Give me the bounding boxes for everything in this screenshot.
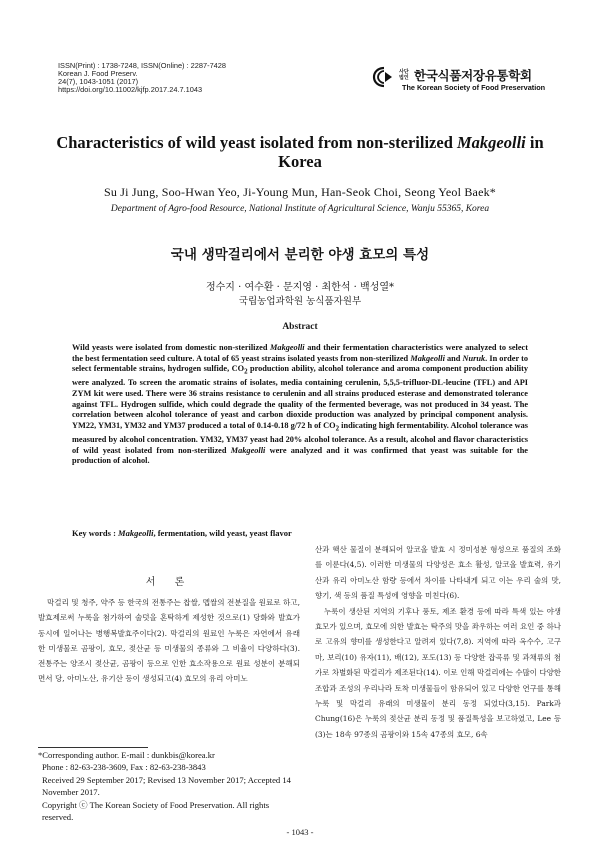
volume-line: 24(7), 1043-1051 (2017)	[58, 77, 139, 87]
body-paragraph: 막걸리 및 청주, 약주 등 한국의 전통주는 찹쌀, 멥쌀의 전분질을 원료로 하고, 발효제로써 누룩을 첨가하여 술덧을 혼탁하게 제성한 것으로(1) 당화와 발효가 동시에 일어나는 병행복발효주이다(2). 막걸리의 원료인 누룩은 자연에서 유래한 미생물로 곰팡이, 효모, 젖산균 등 미생물의 종류와 그 비율이 다양하다(3). 전통주는 양조시 젖산균, 곰팡이 등으로 인한 효소작용으로 원료 성분이 분해되면서 당, 아미노산, 유기산 등이 생성되고(4) 효모의 유리 아미노	[38, 598, 300, 684]
abstract-italic: Makgeolli	[230, 445, 266, 455]
abstract-text: and	[444, 353, 463, 363]
korean-title: 국내 생막걸리에서 분리한 야생 효모의 특성	[170, 247, 430, 263]
title-text: Characteristics of wild yeast isolated from non-sterilized	[56, 133, 458, 152]
society-brand	[372, 64, 562, 94]
abstract-subscript: 2	[335, 425, 340, 433]
keyword-italic: Makgeolli	[118, 528, 154, 538]
keywords-rest: , fermentation, wild yeast, yeast flavor	[153, 528, 292, 538]
section-heading: 서 론	[145, 577, 193, 588]
abstract-heading: Abstract	[282, 322, 318, 332]
left-column-body	[38, 595, 300, 687]
footnote-divider	[38, 747, 148, 748]
right-column-body	[315, 542, 561, 742]
abstract-subscript: 2	[244, 368, 248, 376]
society-prefix: 사단 법인	[399, 69, 409, 81]
abstract-italic: Nuruk	[462, 353, 486, 363]
abstract-italic: Makgeolli	[410, 353, 445, 363]
society-name-en: The Korean Society of Food Preservation	[402, 83, 546, 92]
journal-name-line: Korean J. Food Preserv.	[58, 69, 138, 79]
body-paragraph: 산과 핵산 물질이 분해되어 알코올 발효 시 정미성분 형성으로 품질의 조화를 이룬다(4,5). 이러한 미생물의 다양성은 효소 활성, 알코올 발효력, 유기산과 유리 아미노산 함량 등에서 차이를 나타내게 되고 이는 우리 술의 맛, 향기, 색 등의 품질 특성에 영향을 미친다(6).	[315, 545, 561, 601]
page-number: - 1043 -	[286, 827, 314, 837]
keywords-label: Key words :	[72, 528, 119, 538]
abstract-text: Wild yeasts were isolated from domestic non-sterilized	[72, 343, 271, 352]
abstract-text: . In order to select fermentable strains, hydrogen sulfide, CO	[72, 353, 529, 374]
korean-author-list: 정수지 · 여수환 · 문지영 · 최한석 · 백성열*	[205, 282, 395, 293]
footnote	[38, 749, 300, 823]
society-name-ko: 한국식품저장유통학회	[414, 68, 532, 83]
copyright: Copyright ⓒ The Korean Society of Food Preservation. All rights reserved.	[42, 799, 270, 823]
author-list: Su Ji Jung, Soo-Hwan Yeo, Ji-Young Mun, Han-Seok Choi, Seong Yeol Baek*	[103, 185, 497, 199]
abstract-text: and their fermentation characteristics were analyzed to select the best fermentation seed culture. A total of 65 yeast strains isolated yeasts from non-sterilized	[72, 343, 528, 363]
title-italic: Makgeolli	[457, 133, 526, 152]
abstract-text: production ability, alcohol tolerance and aroma component production ability were analyzed. To screen the aromatic strains of isolates, media containing cerulenin, 5,5,5-trifluor-DL-leucine (TFL) and API ZYM kit were used. There were 36 strains resistance to cerulenin and all strains produced esterase and demonstrated tolerance against TFL. Hydrogen sulfide, which could degrade the quality of the fermented beverage, was not produced in 34 yeast. The correlation between alcohol tolerance of yeast and carbon dioxide production was analyzed by principal component analysis. YM22, YM31, YM32 and YM37 produced a total of 0.14-0.18 g/72 h of CO	[72, 364, 528, 430]
corresponding-author: *Corresponding author. E-mail : dunkbis@korea.kr	[38, 750, 215, 760]
issn-line: ISSN(Print) : 1738-7248, ISSN(Online) : 2287-7428	[58, 61, 227, 70]
contact-phone: Phone : 82-63-238-3609, Fax : 82-63-238-3843	[42, 762, 206, 773]
society-logo-icon	[372, 66, 396, 88]
received-dates: Received 29 September 2017; Revised 13 November 2017; Accepted 14 November 2017.	[42, 774, 291, 798]
abstract-body	[72, 343, 528, 467]
journal-meta	[58, 62, 226, 94]
abstract-text: indicating high fermentability. Alcohol tolerance was measured by alcohol concentration. YM32, YM37 yeast had 20% alcohol tolerance. As a result, alcohol and flavor characteristics of wild yeast isolated from non-sterilized	[72, 420, 528, 455]
korean-affiliation: 국립농업과학원 농식품자원부	[238, 296, 362, 307]
abstract-text: were analyzed and it was confirmed that yeast was suitable for the production of alcohol.	[72, 445, 528, 466]
body-paragraph: 누룩이 생산된 지역의 기후나 풍토, 제조 환경 등에 따라 특색 있는 야생 효모가 있으며, 효모에 의한 발효는 탁주의 맛을 좌우하는 여러 요인 중 하나로 고유의 향미를 생성한다고 알려져 있다(7,8). 지역에 따라 옥수수, 고구마, 보리(10) 유자(11), 배(12), 포도(13) 등 다양한 잡곡류 및 과채류의 첨가로 차별화된 막걸리가 제조된다(14). 이로 인해 막걸리에는 수많이 다양한 조합과 조성의 우리나라 토착 미생물들이 함유되어 있고 다양한 연구를 통해 누룩 및 막걸리 유래의 미생물이 분리 동정 되었다(3,15). Park과 Chung(16)은 누룩의 젖산균 분리 동정 및 품질특성을 보고하였고, Lee 등(3)는 18속 97종의 곰팡이와 15속 47종의 효모, 6속	[315, 606, 561, 739]
abstract-italic: Makgeolli	[270, 343, 305, 352]
author-affiliation: Department of Agro-food Resource, National Institute of Agricultural Science, Wanju 55365, Korea	[110, 204, 490, 214]
doi-line: https://doi.org/10.11002/kjfp.2017.24.7.1043	[58, 85, 203, 95]
paper-title	[40, 133, 560, 171]
keywords	[72, 528, 528, 538]
title-text-end: in Korea	[278, 133, 544, 171]
